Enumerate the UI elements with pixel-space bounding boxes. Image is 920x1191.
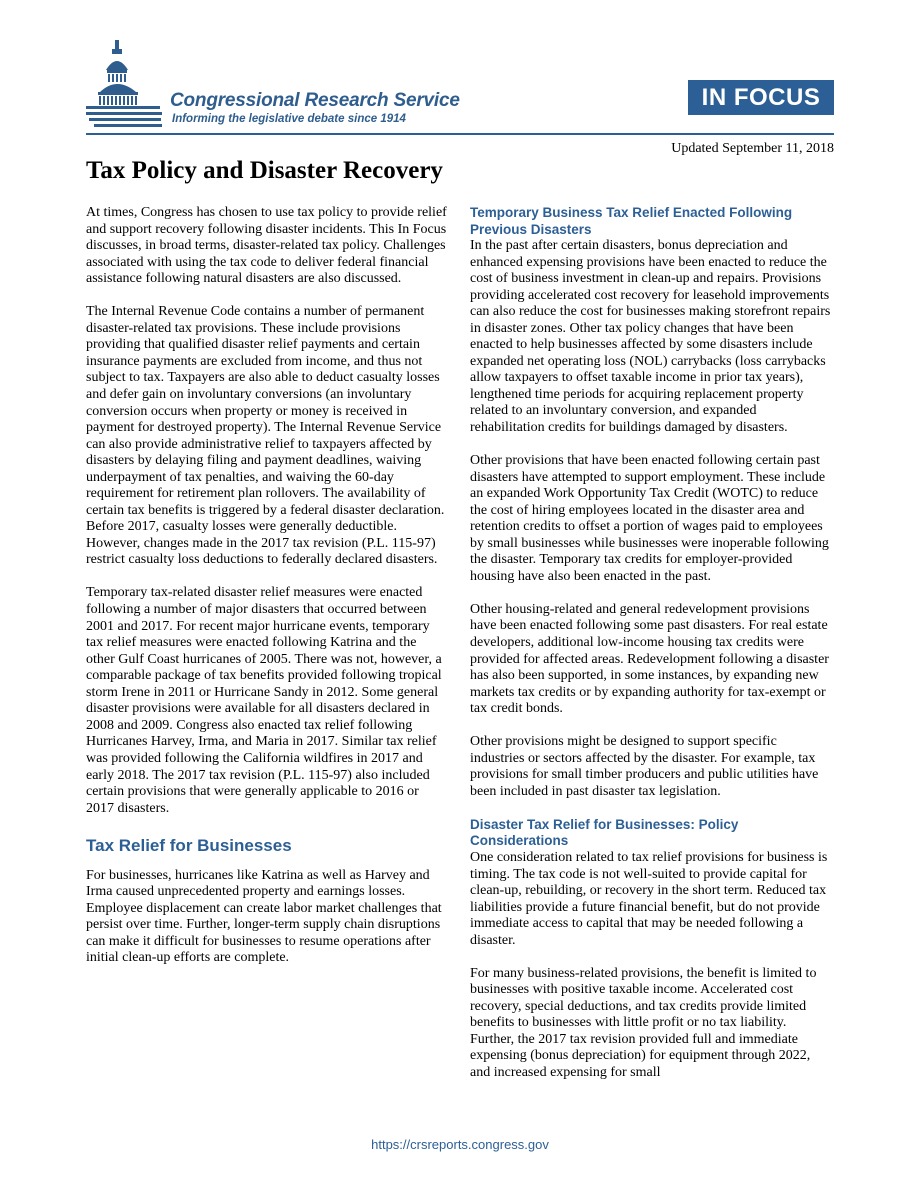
subheading-policy-considerations: Disaster Tax Relief for Businesses: Policy Considerations — [470, 816, 739, 849]
depreciation-paragraph: In the past after certain disasters, bonus depreciation and enhanced expensing provisions have been enacted to reduce the cost of business investment in clean-up and repairs. Provisions providing accelerated cost recovery for leasehold improvements can also reduce the cost for businesses making storefront repairs in disaster zones. Other tax policy changes that have been enacted to help businesses affected by some disasters include expanded net operating loss (NOL) carrybacks (loss carrybacks allow taxpayers to offset taxable income in prior tax years), lengthened time periods for acquiring replacement property related to an involuntary conversion, and expanded rehabilitation credits for buildings damaged by disasters. — [470, 238, 831, 436]
in-focus-badge: IN FOCUS — [688, 80, 834, 115]
industries-paragraph: Other provisions might be designed to support specific industries or sectors affected by the disaster. For example, tax provisions for small timber producers and public utilities have been included in past disaster tax legislation. — [470, 734, 819, 799]
capitol-dome-icon — [86, 40, 166, 132]
right-column — [470, 205, 832, 1098]
left-column — [86, 205, 448, 983]
housing-paragraph: Other housing-related and general redevelopment provisions have been enacted following some past disasters. For real estate developers, additional low-income housing tax credits were provided for affected areas. Redevelopment following a disaster has also been supported, in some instances, by expanding new markets tax credits or by expanding authority for tax-exempt or tax credit bonds. — [470, 601, 829, 717]
employment-paragraph: Other provisions that have been enacted following certain past disasters have attempted to support employment. These include an expanded Work Opportunity Tax Credit (WOTC) to reduce the cost of hiring employees located in the disaster area and retention credits to offset a portion of wages paid to employees by small businesses while businesses were inoperable following the disaster. Temporary tax credits for employer-provided housing have also been enacted in the past. — [470, 453, 829, 584]
report-header — [0, 0, 920, 140]
taxable-income-paragraph: For many business-related provisions, the benefit is limited to businesses with positive taxable income. Accelerated cost recovery, special deductions, and tax credits provide limited benefits to businesses with little profit or no tax liability. Further, the 2017 tax revision provided full and immediate expensing (bonus depreciation) for equipment through 2022, and increased expensing for small — [470, 965, 817, 1081]
footer-url-link[interactable]: https://crsreports.congress.gov — [371, 1137, 549, 1152]
org-tagline: Informing the legislative debate since 1914 — [172, 113, 406, 125]
temporary-measures-paragraph: Temporary tax-related disaster relief measures were enacted following a number of major disasters that occurred between 2001 and 2017. For recent major hurricane events, temporary tax relief measures were enacted following Katrina and the other Gulf Coast hurricanes of 2005. There was not, however, a comparable package of tax benefits provided following tropical storm Irene in 2011 or Hurricane Sandy in 2012. Some general disaster provisions were available for all disasters declared in 2008 and 2009. Congress also enacted tax relief following Hurricanes Harvey, Irma, and Maria in 2017. Similar tax relief was provided following the California wildfires in 2017 and early 2018. The 2017 tax revision (P.L. 115-97) also included certain provisions that were generally applicable to 2016 or 2017 disasters. — [86, 585, 442, 816]
org-name: Congressional Research Service — [170, 90, 460, 111]
section-heading-business: Tax Relief for Businesses — [86, 835, 292, 855]
document-title: Tax Policy and Disaster Recovery — [86, 157, 443, 184]
intro-paragraph: At times, Congress has chosen to use tax policy to provide relief and support recovery following disaster incidents. This In Focus discusses, in broad terms, disaster-related tax policy. Challenges associated with using the tax code to deliver federal financial assistance following natural disasters are also discussed. — [86, 205, 447, 287]
permanent-provisions-paragraph: The Internal Revenue Code contains a number of permanent disaster-related tax provisions. These include provisions providing that qualified disaster relief payments and certain insurance payments are excluded from income, and thus not subject to tax. Taxpayers are also able to deduct casualty losses and defer gain on involuntary conversions (an involuntary conversion occurs when property or money is received in payment for destroyed property). The Internal Revenue Service can also provide administrative relief to taxpayers affected by disasters by delaying filing and payment deadlines, waiving underpayment of tax penalties, and waiving the 60-day requirement for retirement plan rollovers. The availability of certain tax benefits is triggered by a federal disaster declaration. Before 2017, casualty losses were generally deductible. However, changes made in the 2017 tax revision (P.L. 115-97) restrict casualty loss deductions to federally declared disasters. — [86, 304, 445, 568]
timing-paragraph: One consideration related to tax relief provisions for business is timing. The tax code is not well-suited to provide capital for clean-up, rebuilding, or recovery in the short term. Reduced tax liabilities provide a future financial benefit, but do not provide immediate access to capital that may be needed following a disaster. — [470, 849, 828, 948]
crs-logo[interactable] — [86, 40, 486, 132]
header-rule — [86, 133, 834, 135]
updated-date: Updated September 11, 2018 — [671, 141, 834, 156]
subheading-temporary-relief: Temporary Business Tax Relief Enacted Following Previous Disasters — [470, 205, 793, 237]
business-impact-paragraph: For businesses, hurricanes like Katrina as well as Harvey and Irma caused unprecedented property and earnings losses. Employee displacement can create labor market challenges that persist over time. Further, longer-term supply chain disruptions can make it difficult for businesses to resume operations after initial clean-up efforts are complete. — [86, 867, 442, 966]
